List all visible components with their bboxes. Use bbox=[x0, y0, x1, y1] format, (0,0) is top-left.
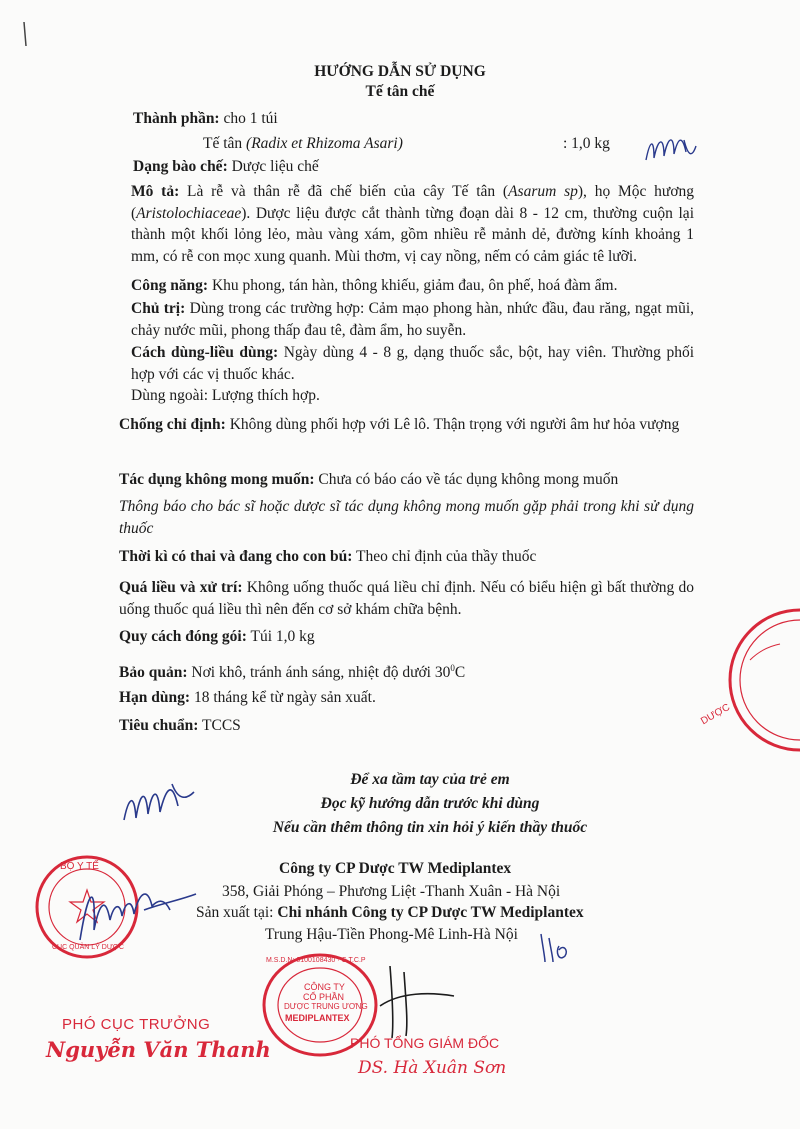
right-edge-stamp bbox=[680, 610, 800, 770]
warning-read-instructions: Đọc kỹ hướng dẫn trước khi dùng bbox=[320, 795, 540, 812]
page-subtitle: Tế tân chế bbox=[365, 83, 435, 100]
function-value: Khu phong, tán hàn, thông khiếu, giảm đau, ôn phế, hoá đàm ẩm. bbox=[211, 277, 618, 294]
left-signer-name: Nguyễn Văn Thanh bbox=[46, 1037, 271, 1062]
contraindication-label: Chống chỉ định: bbox=[119, 416, 226, 433]
expiry-value: 18 tháng kể từ ngày sản xuất. bbox=[193, 689, 376, 706]
description-text-3: ). Dược liệu được cắt thành từng đoạn dài 8 - 12 cm, thường cuộn lại thành một khối lỏng lẻo, màu vàng xám, gồm nhiều rễ mảnh dẻ, đường kính khoảng 1 mm, có rễ con mọc xung quanh. Mùi thơm, vị cay nồng, nếm có cảm giác tê lưỡi. bbox=[131, 204, 694, 265]
packaging-value: Túi 1,0 kg bbox=[250, 628, 315, 645]
expiry-row bbox=[119, 688, 376, 708]
left-stamp-ring-bottom: CỤC QUẢN LÝ DƯỢC bbox=[52, 944, 124, 951]
indication-value: Dùng trong các trường hợp: Cảm mạo phong hàn, nhức đầu, đau răng, ngạt mũi, chảy nước mũi, phong thấp đau tê, đàm ẩm, ho suyễn. bbox=[131, 300, 695, 339]
external-use: Dùng ngoài: Lượng thích hợp. bbox=[131, 387, 320, 404]
standard-row bbox=[119, 716, 241, 736]
description-text-2: ), họ Mộc hương ( bbox=[131, 183, 695, 222]
standard-label: Tiêu chuẩn: bbox=[119, 717, 199, 734]
manufacturer-address: Trung Hậu-Tiền Phong-Mê Linh-Hà Nội bbox=[265, 926, 518, 943]
overdose-paragraph bbox=[119, 577, 694, 620]
ingredient-qty: : 1,0 kg bbox=[563, 135, 610, 152]
dosage-value: Ngày dùng 4 - 8 g, dạng thuốc sắc, bột, hay viên. Thường phối hợp với các vị thuốc khác. bbox=[131, 344, 695, 383]
side-effect-value: Chưa có báo cáo về tác dụng không mong muốn bbox=[318, 471, 619, 488]
form-label: Dạng bào chế: bbox=[133, 158, 228, 175]
side-effect-label: Tác dụng không mong muốn: bbox=[119, 471, 315, 488]
side-effect-note: Thông báo cho bác sĩ hoặc dược sĩ tác dụng không mong muốn gặp phải trong khi sử dụng thuốc bbox=[119, 498, 694, 537]
overdose-value: Không uống thuốc quá liều chỉ định. Nếu có biểu hiện gì bất thường do uống thuốc quá liều thì nên đến cơ sở khám chữa bệnh. bbox=[119, 579, 695, 618]
company-stamp-line1: CÔNG TY bbox=[304, 982, 345, 992]
standard-value: TCCS bbox=[202, 717, 241, 734]
right-edge-stamp-text: DƯỢC bbox=[699, 701, 732, 728]
company-stamp-line3: DƯỢC TRUNG ƯƠNG bbox=[284, 1002, 368, 1011]
warning-keep-away: Để xa tầm tay của trẻ em bbox=[350, 771, 510, 788]
company-stamp-ring: M.S.D.N: 0100108430 · C.T.C.P bbox=[266, 957, 366, 964]
storage-unit: C bbox=[454, 664, 466, 682]
pregnancy-row bbox=[119, 547, 536, 567]
packaging-label: Quy cách đóng gói: bbox=[119, 628, 247, 645]
pregnancy-value: Theo chỉ định của thầy thuốc bbox=[356, 548, 537, 565]
company-name: Công ty CP Dược TW Mediplantex bbox=[279, 860, 512, 877]
company-stamp-line4: MEDIPLANTEX bbox=[285, 1013, 350, 1023]
description-label: Mô tả: bbox=[131, 183, 180, 200]
contraindication-paragraph bbox=[119, 414, 694, 436]
warning-ask-doctor: Nếu cần thêm thông tin xin hỏi ý kiến thầy thuốc bbox=[272, 819, 588, 836]
overdose-label: Quá liều và xử trí: bbox=[119, 579, 243, 596]
storage-label: Bảo quản: bbox=[119, 664, 188, 682]
form-value: Dược liệu chế bbox=[231, 158, 319, 175]
left-signature-lower bbox=[60, 870, 200, 950]
description-paragraph bbox=[131, 181, 694, 267]
page-title: HƯỚNG DẪN SỬ DỤNG bbox=[314, 63, 486, 80]
description-latin-1: Asarum sp bbox=[508, 183, 578, 200]
composition-row bbox=[133, 109, 278, 129]
right-signature bbox=[370, 962, 460, 1042]
pregnancy-label: Thời kì có thai và đang cho con bú: bbox=[119, 548, 353, 565]
side-effect-row bbox=[119, 470, 618, 490]
initials-signature-top bbox=[640, 130, 700, 170]
ingredient-name: Tế tân bbox=[203, 135, 243, 152]
description-latin-2: Aristolochiaceae bbox=[136, 204, 242, 222]
ingredient-row bbox=[203, 134, 403, 154]
description-text-1: Là rễ và thân rễ đã chế biến của cây Tế tân ( bbox=[187, 183, 509, 200]
indication-label: Chủ trị: bbox=[131, 300, 186, 317]
contraindication-value: Không dùng phối hợp với Lê lô. Thận trọng với người âm hư hỏa vượng bbox=[229, 416, 680, 433]
company-stamp-line2: CỔ PHẦN bbox=[303, 992, 345, 1002]
indication-paragraph bbox=[131, 298, 694, 341]
expiry-label: Hạn dùng: bbox=[119, 689, 191, 706]
right-signer-title: PHÓ TỔNG GIÁM ĐỐC bbox=[350, 1035, 500, 1051]
initials-signature-bottom bbox=[535, 928, 575, 968]
packaging-row bbox=[119, 627, 315, 647]
margin-mark bbox=[20, 20, 30, 50]
form-row bbox=[133, 157, 319, 177]
company-address: 358, Giải Phóng – Phương Liệt -Thanh Xuân - Hà Nội bbox=[222, 883, 561, 900]
manufacturer-value: Chi nhánh Công ty CP Dược TW Mediplantex bbox=[277, 904, 584, 921]
function-label: Công năng: bbox=[131, 277, 209, 294]
dosage-paragraph bbox=[131, 342, 694, 385]
composition-label: Thành phần: bbox=[133, 110, 220, 127]
function-paragraph bbox=[131, 275, 694, 297]
storage-row bbox=[119, 658, 465, 683]
left-signer-title: PHÓ CỤC TRƯỞNG bbox=[62, 1016, 211, 1033]
storage-value: Nơi khô, tránh ánh sáng, nhiệt độ dưới 30 bbox=[191, 664, 451, 682]
left-stamp-ring-top: BỘ Y TẾ bbox=[60, 861, 99, 872]
manufacturer-row bbox=[196, 903, 584, 923]
composition-value: cho 1 túi bbox=[223, 110, 278, 127]
ingredient-latin: (Radix et Rhizoma Asari) bbox=[246, 135, 403, 152]
right-signer-name: DS. Hà Xuân Sơn bbox=[358, 1058, 507, 1078]
dosage-label: Cách dùng-liều dùng: bbox=[131, 344, 279, 361]
manufacturer-label: Sản xuất tại: bbox=[196, 904, 274, 921]
left-signature-upper bbox=[120, 770, 200, 830]
storage-degree: 0 bbox=[450, 663, 455, 673]
